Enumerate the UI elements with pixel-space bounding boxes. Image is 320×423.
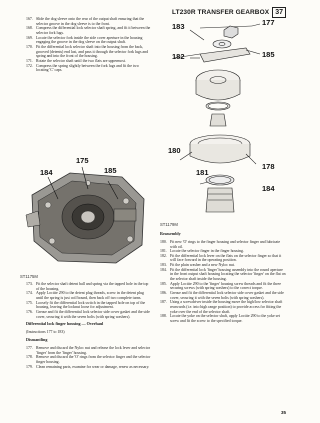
step-184: 184. Fit the differential lock 'finger' housing assembly into the round aperture in the front output shaft housing locating the selector 'finger' on the flat on the selector shaft inside the housing. bbox=[160, 267, 286, 282]
callout-182: 182 bbox=[172, 52, 185, 61]
reassembly-heading: Reassembly bbox=[160, 231, 181, 236]
callout-185: 185 bbox=[262, 50, 275, 59]
step-169: 169. Locate the selector fork inside the side cover aperture in the housing engaging the groove in the dog sleeve on the output shaft. bbox=[26, 35, 143, 45]
step-182: 182. Fit the differential lock lever on the flats on the selector finger so that it will face forward in the operating position. bbox=[160, 253, 282, 263]
step-180: 180. Fit new 'O' rings to the finger housing and selector finger and lubricate with oil. bbox=[160, 239, 281, 249]
step-172: 172. Compress the spring slightly between the fork lugs and fit the two locating 'C' caps. bbox=[26, 63, 139, 73]
callout-180: 180 bbox=[168, 146, 181, 155]
header-title: LT230R TRANSFER GEARBOX bbox=[172, 9, 270, 16]
left-top-steps bbox=[26, 17, 152, 73]
section-number: 37 bbox=[272, 7, 286, 18]
step-171: 171. Rotate the selector shaft until the two flats are uppermost. bbox=[26, 58, 126, 63]
step-168: 168. Compress the differential lock selector shaft spring, and fit it between the selector fork lugs. bbox=[26, 26, 151, 35]
gearbox-drawing bbox=[18, 155, 154, 271]
step-186: 186. Grease and fit the differential lock selector side cover gasket and the side cover, securing it with the seven bolts (with spring washers). bbox=[160, 291, 284, 300]
step-177: 177. Remove and discard the Nyloc nut and release the lock lever and selector 'finger' from the 'finger' housing. bbox=[26, 345, 151, 355]
callout-175: 175 bbox=[76, 156, 89, 165]
figure-ref-left: ST1175M bbox=[20, 274, 38, 279]
reassembly-section bbox=[160, 232, 286, 324]
figure-ref-right: ST1179M bbox=[160, 222, 178, 227]
callout-185-left: 185 bbox=[104, 166, 117, 175]
callout-184-left: 184 bbox=[40, 168, 53, 177]
step-173: 173. Fit the selector shaft detent ball and spring via the tapped hole in the top of the housing. bbox=[26, 282, 149, 291]
step-187: 187. Using a screwdriver inside the housing move the high/low selector shaft rearwards (i.e. into high range position) to provide access for fitting the yoke over the end of the selector shaft. bbox=[160, 300, 283, 314]
step-181: 181. Locate the selector finger in the finger housing. bbox=[160, 249, 244, 254]
selector-finger-diagram bbox=[160, 130, 285, 220]
left-bottom-steps bbox=[26, 282, 152, 369]
dismantling-heading: Dismantling bbox=[26, 337, 48, 343]
finger-drawing bbox=[160, 130, 285, 220]
step-179: 179. Clean remaining parts, examine for wear or damage, renew as necessary. bbox=[26, 364, 150, 369]
step-188: 188. Locate the yoke on the selector shaft, apply Loctite 290 to the yoke set screw and fit the screw to the specified torque. bbox=[160, 314, 280, 323]
callout-178: 178 bbox=[262, 162, 275, 171]
step-170: 170. Fit the differential lock selector shaft into the housing from the back, grooved (detents) end last, and pass it through the selector fork lugs and spring and into the front of the housing. bbox=[26, 44, 149, 59]
overhaul-heading: Differential lock finger housing — Overhaul bbox=[26, 321, 104, 327]
exploded-drawing bbox=[160, 18, 285, 130]
step-185: 185. Apply Loctite 290 to the 'finger' housing screw threads and fit the three securing screws (with spring washers) to the correct torque. bbox=[160, 281, 281, 291]
step-175: 175. Loosely fit the differential lock switch in the tapped hole on top of the housing, leaving the locknut loose for adjustment. bbox=[26, 300, 146, 310]
callout-184: 184 bbox=[262, 184, 275, 193]
step-174: 174. Apply Loctite 290 to the detent plug threads, screw in the detent plug until the spring is just coil bound, then back off two complete turns. bbox=[26, 291, 144, 300]
callout-177: 177 bbox=[262, 18, 275, 27]
step-167: 167. Slide the dog sleeve onto the rear of the output shaft ensuring that the selector groove in the dog sleeve is to the front. bbox=[26, 17, 145, 26]
gearbox-illustration bbox=[18, 155, 154, 271]
step-178: 178. Remove and discard the 'O' rings from the selector finger and the selector finger housing. bbox=[26, 355, 151, 364]
step-176: 176. Grease and fit the differential lock selector side cover gasket and the side cover, securing it with the seven bolts (with spring washers). bbox=[26, 309, 150, 319]
callout-181: 181 bbox=[196, 168, 209, 177]
finger-housing-exploded-diagram bbox=[160, 18, 285, 130]
page-number: 35 bbox=[280, 410, 286, 415]
callout-183: 183 bbox=[172, 22, 185, 31]
overhaul-instructions: (Instructions 177 to 183) bbox=[26, 330, 65, 335]
step-183: 183. Fit the plain washer and a new Nyloc nut. bbox=[160, 263, 235, 268]
page-header bbox=[172, 7, 286, 18]
